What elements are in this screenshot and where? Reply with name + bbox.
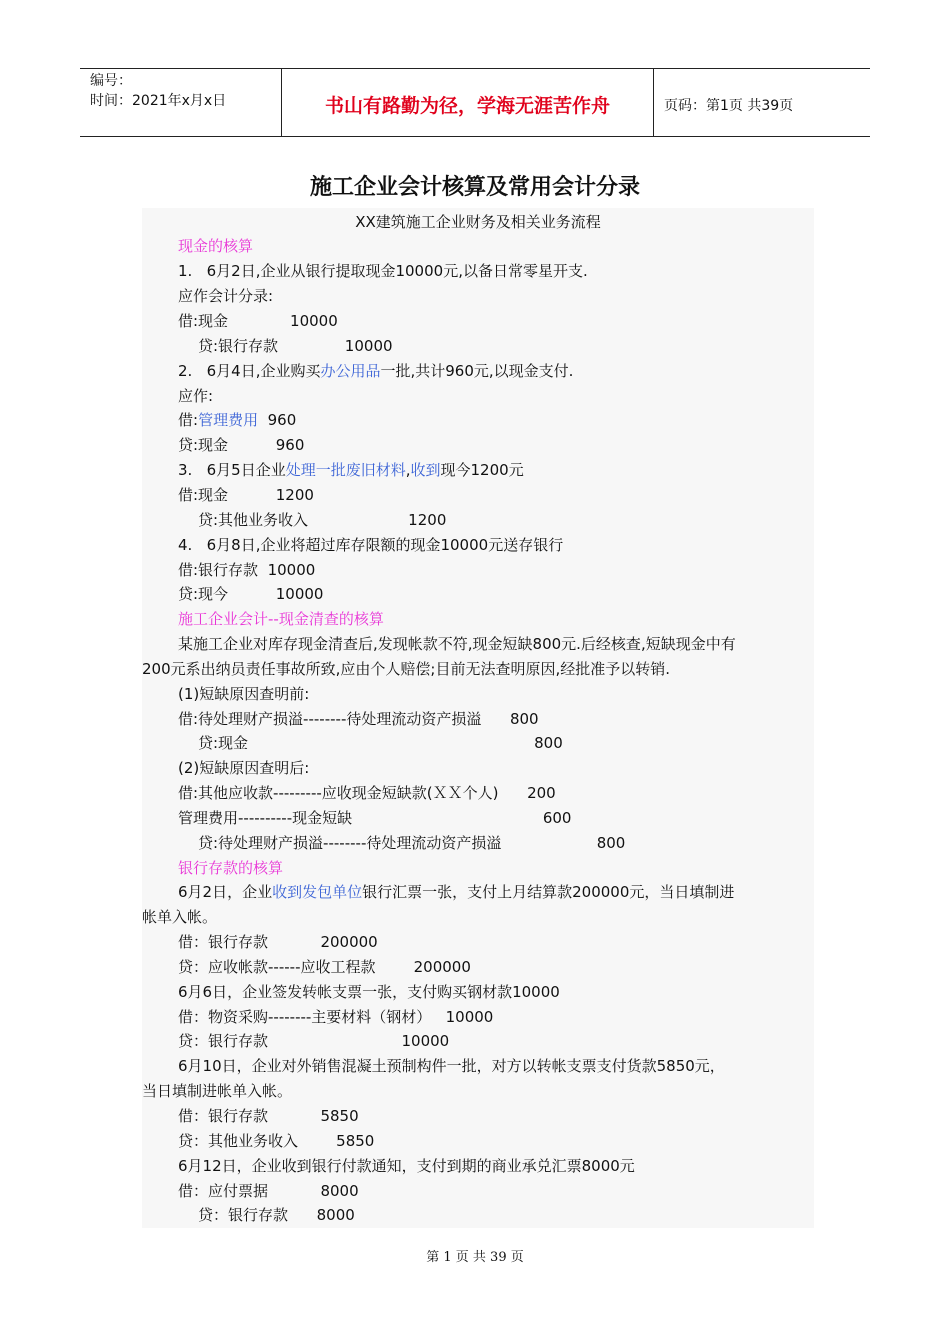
text-segment: (2)短缺原因查明后:	[178, 759, 310, 777]
text-line	[178, 560, 315, 580]
text-line	[178, 1031, 449, 1051]
text-line	[142, 659, 670, 679]
text-line	[178, 609, 384, 629]
header-page-info: 页码：第1页 共39页	[664, 97, 794, 114]
text-line	[142, 1081, 292, 1101]
text-line	[178, 932, 378, 952]
highlighted-term: 管理费用	[198, 411, 259, 429]
highlighted-term: 处理一批废旧材料	[285, 461, 406, 479]
page-footer: 第 1 页 共 39 页	[426, 1250, 524, 1265]
text-segment: (1)短缺原因查明前:	[178, 685, 310, 703]
text-segment: 6月2日，企业	[178, 883, 273, 901]
text-segment: 帐单入帐。	[142, 908, 218, 926]
header-motto: 书山有路勤为径，学海无涯苦作舟	[282, 69, 654, 136]
text-line	[198, 1205, 355, 1225]
text-segment: 一批,共计960元,以现金支付.	[380, 362, 574, 380]
text-segment: 贷：银行存款 10000	[178, 1032, 450, 1050]
text-line	[178, 858, 283, 878]
text-segment: 6月12日，企业收到银行付款通知，支付到期的商业承兑汇票8000元	[178, 1157, 635, 1175]
text-segment: 贷：银行存款 8000	[198, 1206, 355, 1224]
header-meta	[80, 69, 282, 136]
highlighted-term: 施工企业会计--现金清查的核算	[178, 610, 384, 628]
text-line	[178, 1007, 493, 1027]
text-segment: 贷:现金 800	[198, 734, 563, 752]
text-line	[142, 907, 217, 927]
text-segment: 应作:	[178, 387, 214, 405]
highlighted-term: 收到	[410, 461, 441, 479]
highlighted-term: 办公用品	[320, 362, 381, 380]
text-line	[178, 261, 588, 281]
text-line	[178, 808, 571, 828]
text-line	[178, 435, 304, 455]
text-line	[178, 982, 560, 1002]
code-label: 编号：	[90, 73, 132, 89]
text-segment: 1. 6月2日,企业从银行提取现金10000元,以备日常零星开支.	[178, 262, 588, 280]
text-segment: 现今1200元	[440, 461, 524, 479]
text-segment: 借:现金 10000	[178, 312, 338, 330]
text-segment: 借：应付票据 8000	[178, 1182, 359, 1200]
text-segment: 贷:现今 10000	[178, 585, 324, 603]
text-segment: 6月6日，企业签发转帐支票一张，支付购买钢材款10000	[178, 983, 560, 1001]
text-line	[178, 634, 736, 654]
text-segment: 960	[258, 411, 297, 429]
text-line	[178, 311, 338, 331]
text-segment: 当日填制进帐单入帐。	[142, 1082, 293, 1100]
date-line: 时间：2021年x月x日	[90, 93, 227, 109]
text-line	[178, 286, 273, 306]
highlighted-term: 银行存款的核算	[178, 859, 284, 877]
text-line	[178, 361, 573, 381]
text-line	[178, 236, 253, 256]
text-segment: 借:待处理财产损溢--------待处理流动资产损溢 800	[178, 710, 539, 728]
text-segment: ,	[405, 461, 411, 479]
text-segment: 借：物资采购--------主要材料（钢材） 10000	[178, 1008, 494, 1026]
text-line	[178, 758, 309, 778]
text-line	[178, 1056, 725, 1076]
text-segment: 借：银行存款 200000	[178, 933, 378, 951]
text-segment: 某施工企业对库存现金清查后,发现帐款不符,现金短缺800元.后经核查,短缺现金中有	[178, 635, 736, 653]
text-line	[198, 510, 446, 530]
text-segment: 4. 6月8日,企业将超过库存限额的现金10000元送存银行	[178, 536, 564, 554]
text-segment: 银行汇票一张，支付上月结算款200000元，当日填制进	[362, 883, 735, 901]
text-segment: 200元系出纳员责任事故所致,应由个人赔偿;目前无法查明原因,经批准予以转销.	[142, 660, 670, 678]
text-segment: 借:现金 1200	[178, 486, 314, 504]
text-segment: 贷:银行存款 10000	[198, 337, 393, 355]
text-line	[178, 882, 734, 902]
text-segment: 借：银行存款 5850	[178, 1107, 359, 1125]
text-segment: 3. 6月5日企业	[178, 461, 286, 479]
highlighted-term: 现金的核算	[178, 237, 254, 255]
text-line	[178, 1181, 359, 1201]
text-line	[178, 1106, 359, 1126]
text-line	[198, 833, 625, 853]
text-segment: 管理费用----------现金短缺 600	[178, 809, 572, 827]
text-segment: 借:	[178, 411, 199, 429]
text-line	[178, 783, 556, 803]
text-line	[178, 957, 471, 977]
text-line	[178, 410, 296, 430]
document-title: 施工企业会计核算及常用会计分录	[309, 174, 640, 200]
text-segment: 贷：应收帐款------应收工程款 200000	[178, 958, 471, 976]
text-segment: 贷:其他业务收入 1200	[198, 511, 447, 529]
text-segment: 借:银行存款 10000	[178, 561, 316, 579]
text-segment: 借:其他应收款---------应收现金短缺款(ＸＸ个人) 200	[178, 784, 556, 802]
text-line	[178, 1131, 374, 1151]
text-segment: 2. 6月4日,企业购买	[178, 362, 321, 380]
document-body	[142, 208, 814, 1228]
text-line	[178, 386, 213, 406]
text-segment: 贷:现金 960	[178, 436, 305, 454]
document-subtitle: XX建筑施工企业财务及相关业务流程	[355, 213, 601, 231]
text-line	[198, 336, 393, 356]
text-segment: 贷:待处理财产损溢--------待处理流动资产损溢 800	[198, 834, 626, 852]
text-segment: 6月10日，企业对外销售混凝土预制构件一批，对方以转帐支票支付货款5850元，	[178, 1057, 725, 1075]
text-line	[178, 1156, 635, 1176]
text-line	[198, 733, 563, 753]
text-line	[178, 584, 323, 604]
highlighted-term: 收到发包单位	[272, 883, 363, 901]
text-line	[178, 460, 524, 480]
text-line	[178, 684, 309, 704]
text-line	[178, 485, 314, 505]
text-line	[178, 535, 563, 555]
text-line	[178, 709, 539, 729]
header-table	[80, 68, 870, 137]
text-segment: 贷：其他业务收入 5850	[178, 1132, 375, 1150]
text-segment: 应作会计分录:	[178, 287, 274, 305]
